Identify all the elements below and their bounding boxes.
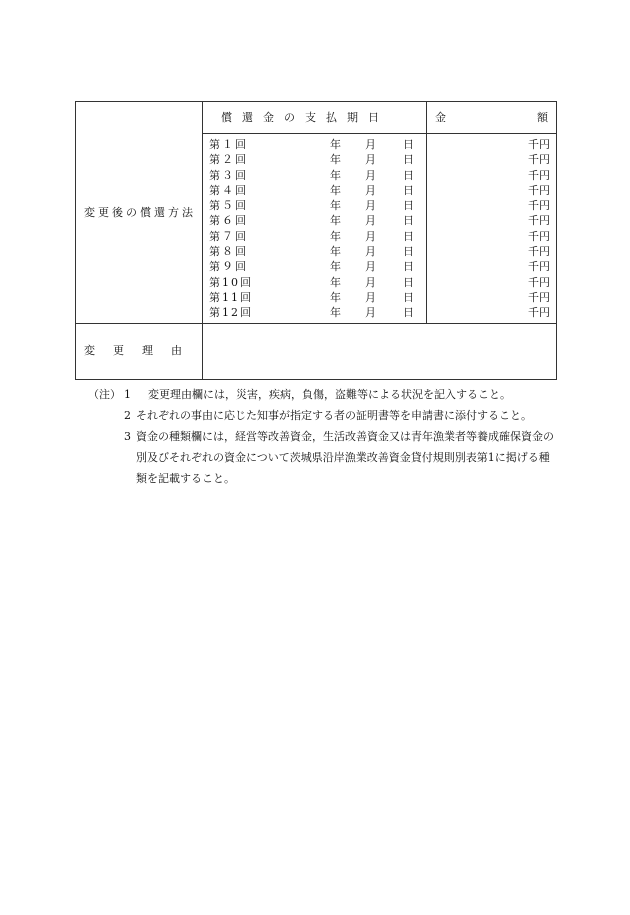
installment-amount-list	[427, 137, 556, 321]
reason-label-char: 理	[142, 344, 153, 358]
installment-day[interactable]: 日	[403, 260, 414, 274]
notes-section	[88, 384, 558, 489]
installment-date-list	[203, 137, 426, 321]
installment-amount[interactable]: 千円	[528, 260, 550, 274]
installment-month[interactable]: 月	[365, 229, 376, 243]
date-column-header: 償還金の支払期日	[203, 102, 427, 134]
installment-day[interactable]: 日	[403, 290, 414, 304]
installment-date-row	[203, 137, 426, 152]
notes-tag: （注）	[88, 388, 121, 401]
installment-number: 第５回	[209, 199, 248, 213]
reason-row	[76, 323, 557, 379]
installment-number: 第１回	[209, 138, 248, 151]
note-text: それぞれの事由に応じた知事が指定する者の証明書等を申請書に添付すること。	[136, 409, 532, 422]
amount-header-char-1: 金	[435, 111, 446, 124]
installment-month[interactable]: 月	[365, 138, 376, 151]
installment-dates-cell	[203, 134, 427, 324]
installment-date-row	[203, 229, 426, 244]
note-item	[88, 384, 558, 405]
note-text: 変更理由欄には，災害，疾病，負傷，盗難等による状況を記入すること。	[148, 388, 511, 401]
installment-number: 第７回	[209, 229, 248, 243]
installment-month[interactable]: 月	[365, 153, 376, 167]
installment-year[interactable]: 年	[330, 245, 341, 259]
method-label: 変更後の償還方法	[76, 102, 203, 324]
installment-date-row	[203, 290, 426, 305]
installment-date-row	[203, 198, 426, 213]
installment-year[interactable]: 年	[330, 168, 341, 182]
installment-number: 第２回	[209, 153, 248, 167]
installment-date-row	[203, 152, 426, 167]
installment-month[interactable]: 月	[365, 245, 376, 259]
reason-label-char: 更	[113, 344, 124, 358]
installment-day[interactable]: 日	[403, 199, 414, 213]
reason-field[interactable]	[203, 323, 557, 379]
reason-label	[76, 323, 203, 379]
installment-amount[interactable]: 千円	[528, 138, 550, 151]
installment-amount[interactable]: 千円	[528, 290, 550, 304]
installment-number: 第10回	[209, 275, 253, 289]
installment-amount[interactable]: 千円	[528, 183, 550, 197]
installment-amount[interactable]: 千円	[528, 306, 550, 320]
installment-date-row	[203, 244, 426, 259]
installment-month[interactable]: 月	[365, 260, 376, 274]
installment-month[interactable]: 月	[365, 214, 376, 228]
installment-date-row	[203, 168, 426, 183]
installment-amount[interactable]: 千円	[528, 275, 550, 289]
installment-amounts-cell	[427, 134, 557, 324]
installment-number: 第８回	[209, 245, 248, 259]
amount-column-header	[427, 102, 557, 134]
note-number: 1	[124, 388, 131, 401]
installment-year[interactable]: 年	[330, 214, 341, 228]
note-number: 2	[124, 409, 131, 422]
table-header-row	[76, 102, 557, 134]
installment-year[interactable]: 年	[330, 183, 341, 197]
installment-year[interactable]: 年	[330, 306, 341, 320]
note-item	[88, 405, 558, 426]
reason-label-char: 変	[84, 344, 95, 358]
installment-amount[interactable]: 千円	[528, 214, 550, 228]
installment-day[interactable]: 日	[403, 214, 414, 228]
installment-day[interactable]: 日	[403, 245, 414, 259]
installment-day[interactable]: 日	[403, 138, 414, 151]
installment-date-row	[203, 275, 426, 290]
installment-amount[interactable]: 千円	[528, 168, 550, 182]
installment-number: 第11回	[209, 290, 253, 304]
installment-amount[interactable]: 千円	[528, 153, 550, 167]
installment-day[interactable]: 日	[403, 275, 414, 289]
repayment-change-table	[75, 101, 557, 380]
installment-year[interactable]: 年	[330, 260, 341, 274]
amount-header-char-2: 額	[537, 111, 548, 124]
installment-day[interactable]: 日	[403, 153, 414, 167]
installment-number: 第４回	[209, 183, 248, 197]
installment-month[interactable]: 月	[365, 199, 376, 213]
note-item	[88, 426, 558, 489]
installment-year[interactable]: 年	[330, 138, 341, 151]
installment-number: 第３回	[209, 168, 248, 182]
installment-month[interactable]: 月	[365, 168, 376, 182]
installment-number: 第６回	[209, 214, 248, 228]
installment-year[interactable]: 年	[330, 153, 341, 167]
installment-amount[interactable]: 千円	[528, 199, 550, 213]
installment-month[interactable]: 月	[365, 306, 376, 320]
installment-year[interactable]: 年	[330, 229, 341, 243]
installment-date-row	[203, 259, 426, 274]
installment-number: 第12回	[209, 306, 253, 320]
installment-number: 第９回	[209, 260, 248, 274]
note-number: 3	[124, 430, 131, 443]
installment-month[interactable]: 月	[365, 183, 376, 197]
installment-amount[interactable]: 千円	[528, 229, 550, 243]
reason-label-char: 由	[171, 344, 182, 358]
note-text: 資金の種類欄には，経営等改善資金，生活改善資金又は青年漁業者等養成確保資金の別及びそれぞれの資金について茨城県沿岸漁業改善資金貸付規則別表第1に掲げる種類を記載すること。	[136, 430, 554, 485]
installment-day[interactable]: 日	[403, 168, 414, 182]
installment-date-row	[203, 305, 426, 320]
installment-month[interactable]: 月	[365, 290, 376, 304]
installment-month[interactable]: 月	[365, 275, 376, 289]
installment-year[interactable]: 年	[330, 290, 341, 304]
installment-day[interactable]: 日	[403, 306, 414, 320]
installment-amount[interactable]: 千円	[528, 245, 550, 259]
installment-year[interactable]: 年	[330, 275, 341, 289]
installment-day[interactable]: 日	[403, 229, 414, 243]
installment-day[interactable]: 日	[403, 183, 414, 197]
installment-date-row	[203, 213, 426, 228]
installment-year[interactable]: 年	[330, 199, 341, 213]
installment-date-row	[203, 183, 426, 198]
